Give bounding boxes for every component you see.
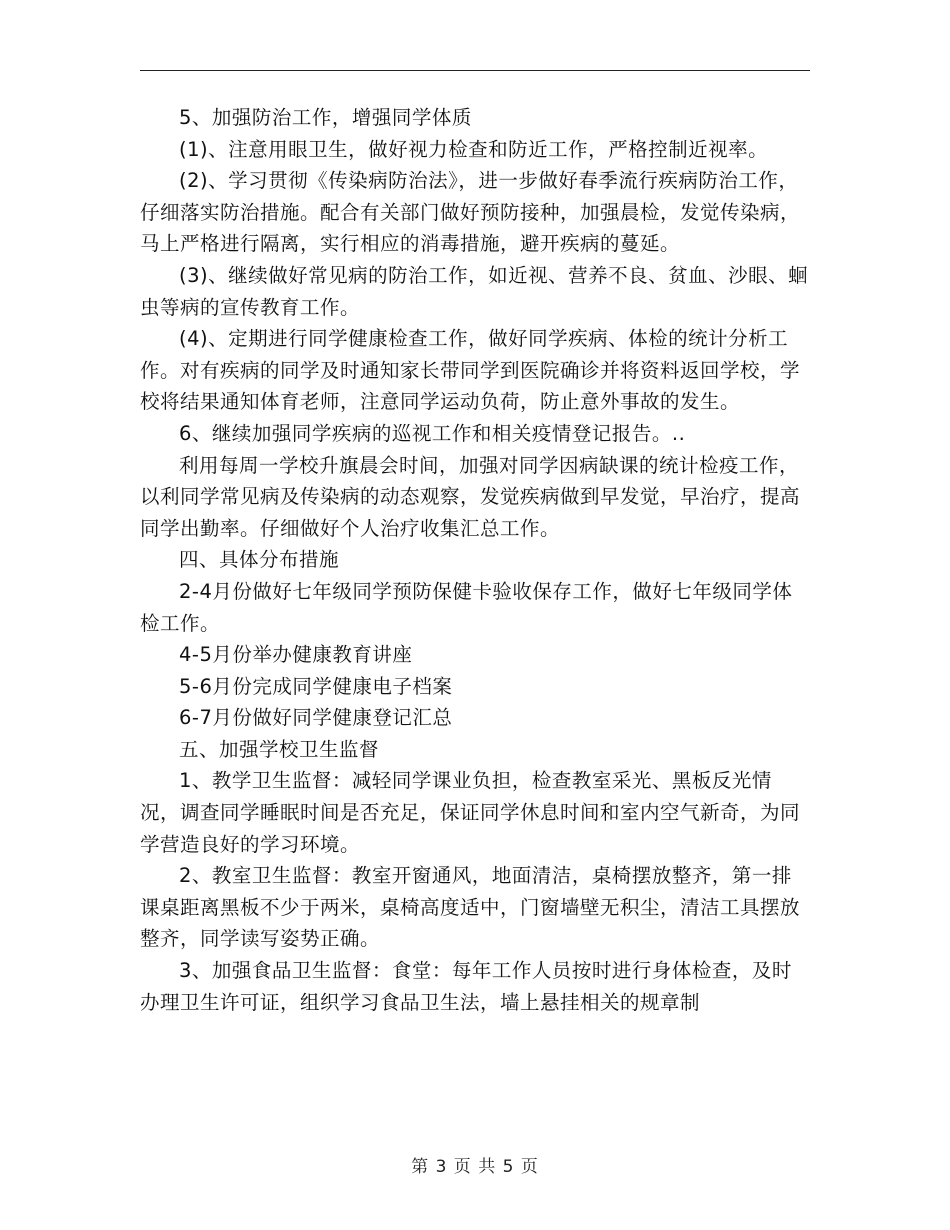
paragraph: (1)、注意用眼卫生，做好视力检查和防近工作，严格控制近视率。 (179, 137, 769, 161)
paragraph: 利用每周一学校升旗晨会时间，加强对同学因病缺课的统计检疫工作，以利同学常见病及传染病的动态观察，发觉疾病做到早发觉，早治疗，提高同学出勤率。仔细做好个人治疗收集汇总工作。 (140, 453, 801, 540)
paragraph: (3)、继续做好常见病的防治工作，如近视、营养不良、贫血、沙眼、蛔虫等病的宣传教育工作。 (140, 263, 809, 319)
paragraph: 3、加强食品卫生监督：食堂：每年工作人员按时进行身体检查，及时办理卫生许可证，组织学习食品卫生法，墙上悬挂相关的规章制 (140, 959, 792, 1014)
paragraph: 1、教学卫生监督：减轻同学课业负担，检查教室采光、黑板反光情况，调查同学睡眠时间是否充足，保证同学休息时间和室内空气新奇，为同学营造良好的学习环境。 (140, 769, 801, 856)
paragraph: (4)、定期进行同学健康检查工作，做好同学疾病、体检的统计分析工作。对有疾病的同学及时通知家长带同学到医院确诊并将资料返回学校，学校将结果通知体育老师，注意同学运动负荷，防止意外事故的发生。 (140, 327, 801, 414)
page-number-footer: 第 3 页 共 5 页 (411, 1157, 539, 1177)
paragraph: 6-7月份做好同学健康登记汇总 (179, 706, 453, 730)
paragraph: 6、继续加强同学疾病的巡视工作和相关疫情登记报告。.. (179, 421, 686, 445)
document-body (140, 102, 810, 1018)
paragraph: 5、加强防治工作，增强同学体质 (179, 106, 472, 129)
section-heading: 四、具体分布措施 (179, 548, 340, 572)
paragraph: 2、教室卫生监督：教室开窗通风，地面清洁，桌椅摆放整齐，第一排课桌距离黑板不少于两米，桌椅高度适中，门窗墙壁无积尘，清洁工具摆放整齐，同学读写姿势正确。 (140, 864, 801, 951)
header-rule (140, 70, 810, 71)
section-heading: 五、加强学校卫生监督 (179, 737, 380, 761)
paragraph: 4-5月份举办健康教育讲座 (179, 643, 413, 667)
paragraph: 2-4月份做好七年级同学预防保健卡验收保存工作，做好七年级同学体检工作。 (140, 579, 793, 635)
paragraph: (2)、学习贯彻《传染病防治法》，进一步做好春季流行疾病防治工作，仔细落实防治措施。配合有关部门做好预防接种，加强晨检，发觉传染病，马上严格进行隔离，实行相应的消毒措施，避开疾病的蔓延。 (140, 169, 801, 256)
paragraph: 5-6月份完成同学健康电子档案 (179, 674, 453, 698)
